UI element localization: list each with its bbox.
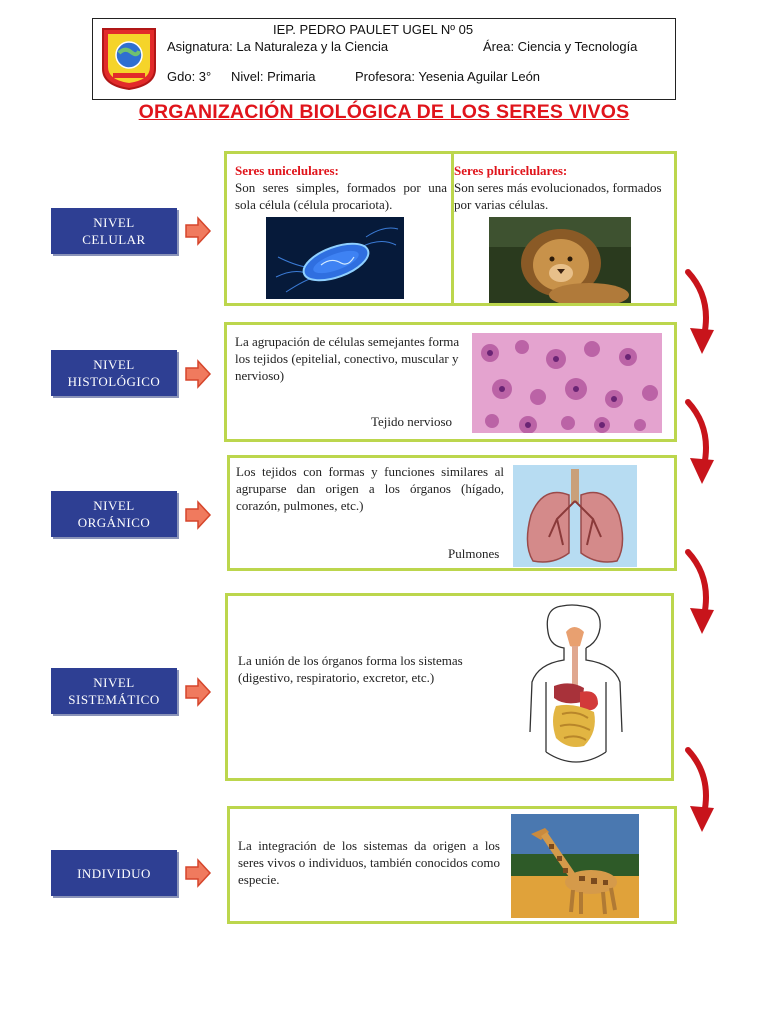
page-title: ORGANIZACIÓN BIOLÓGICA DE LOS SERES VIVOS bbox=[138, 101, 630, 123]
individual-box bbox=[227, 806, 677, 924]
curved-arrow-icon bbox=[682, 548, 716, 636]
unicellular-text: Son seres simples, formados por una sola célula (célula procariota). bbox=[235, 180, 447, 212]
histological-caption: Tejido nervioso bbox=[371, 414, 453, 429]
organic-text: Los tejidos con formas y funciones similares al agruparse dan origen a los órganos (hígado, corazón, pulmones, etc.) bbox=[236, 464, 504, 513]
level-organico-line2: ORGÁNICO bbox=[77, 515, 151, 530]
cellular-box bbox=[224, 151, 677, 306]
nervous-tissue-image bbox=[472, 333, 662, 433]
organic-box bbox=[227, 455, 677, 571]
arrow-right-icon bbox=[184, 677, 212, 707]
school-logo bbox=[99, 25, 159, 91]
level-organico-line1: NIVEL bbox=[93, 498, 135, 513]
curved-arrow-icon bbox=[682, 268, 716, 356]
curved-arrow-icon bbox=[682, 746, 716, 834]
area-label: Área: Ciencia y Tecnología bbox=[483, 39, 638, 54]
histological-box bbox=[224, 322, 677, 442]
digestive-system-image bbox=[524, 602, 628, 776]
level-histologico-line1: NIVEL bbox=[93, 357, 135, 372]
level-sistematico-line2: SISTEMÁTICO bbox=[68, 692, 160, 707]
systematic-box bbox=[225, 593, 674, 781]
organic-caption: Pulmones bbox=[448, 546, 500, 561]
pluricellular-block bbox=[454, 162, 670, 213]
level-individuo-line1: INDIVIDUO bbox=[77, 865, 151, 881]
level-celular-line2: CELULAR bbox=[82, 232, 146, 247]
individual-text: La integración de los sistemas da origen a los seres vivos o individuos, también conocidos como especie. bbox=[238, 838, 500, 887]
unicellular-heading: Seres unicelulares: bbox=[235, 163, 339, 178]
teacher-label: Profesora: Yesenia Aguilar León bbox=[355, 69, 541, 84]
curved-arrow-icon bbox=[682, 398, 716, 486]
grade-label: Gdo: 3° bbox=[167, 69, 212, 84]
school-name: IEP. PEDRO PAULET UGEL Nº 05 bbox=[273, 22, 474, 37]
systematic-text: La unión de los órganos forma los sistemas (digestivo, respiratorio, excretor, etc.) bbox=[238, 653, 463, 685]
arrow-right-icon bbox=[184, 858, 212, 888]
level-sistematico bbox=[51, 668, 177, 714]
arrow-right-icon bbox=[184, 216, 212, 246]
arrow-right-icon bbox=[184, 500, 212, 530]
subject-label: Asignatura: La Naturaleza y la Ciencia bbox=[167, 39, 389, 54]
pluricellular-heading: Seres pluricelulares: bbox=[454, 163, 568, 178]
level-histologico bbox=[51, 350, 177, 396]
lungs-image bbox=[513, 465, 637, 567]
level-histologico-line2: HISTOLÓGICO bbox=[67, 374, 161, 389]
arrow-right-icon bbox=[184, 359, 212, 389]
level-label: Nivel: Primaria bbox=[231, 69, 316, 84]
lion-image bbox=[489, 217, 631, 303]
histological-text: La agrupación de células semejantes forma los tejidos (epitelial, conectivo, muscular y nervioso) bbox=[235, 334, 460, 383]
pluricellular-text: Son seres más evolucionados, formados por varias células. bbox=[454, 180, 662, 212]
level-sistematico-line1: NIVEL bbox=[93, 675, 135, 690]
level-organico bbox=[51, 491, 177, 537]
unicellular-block bbox=[235, 162, 447, 213]
header-box bbox=[92, 18, 676, 100]
level-celular-line1: NIVEL bbox=[93, 215, 135, 230]
bacterium-image bbox=[266, 217, 404, 299]
level-celular bbox=[51, 208, 177, 254]
level-individuo bbox=[51, 850, 177, 896]
giraffe-image bbox=[511, 814, 639, 918]
